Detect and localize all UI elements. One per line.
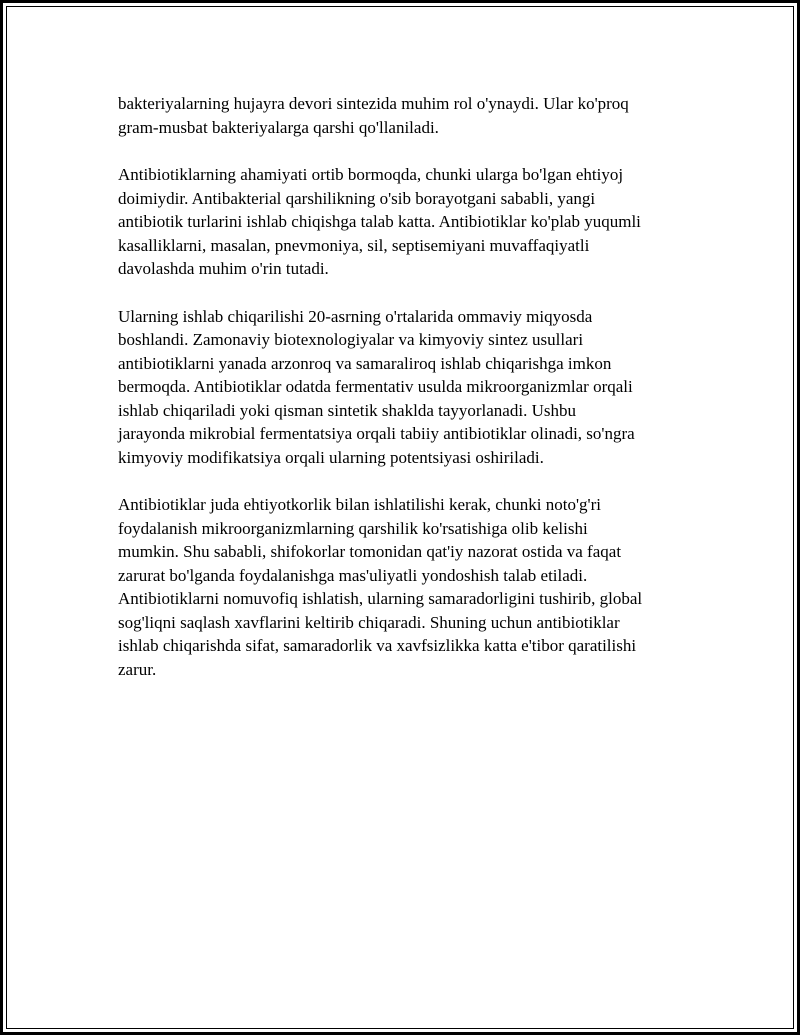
paragraph-line: ishlab chiqarishda sifat, samaradorlik va xavfsizlikka katta e'tibor qaratilishi <box>118 636 637 655</box>
paragraph-line: kasalliklarni, masalan, pnevmoniya, sil, septisemiyani muvaffaqiyatli <box>118 235 590 255</box>
paragraph-line: Antibiotiklar juda ehtiyotkorlik bilan ishlatilishi kerak, chunki noto'g'ri <box>118 495 601 514</box>
paragraph-line: antibiotiklarni yanada arzonroq va samaraliroq ishlab chiqarishga imkon <box>118 353 612 373</box>
paragraph-line: sog'liqni saqlash xavflarini keltirib chiqaradi. Shuning uchun antibiotiklar <box>118 612 620 632</box>
paragraph-3 <box>118 305 698 470</box>
paragraph-4 <box>118 493 698 681</box>
paragraph-line: mumkin. Shu sababli, shifokorlar tomonidan qat'iy nazorat ostida va faqat <box>118 542 622 561</box>
paragraph-line: zarurat bo'lganda foydalanishga mas'uliyatli yondoshish talab etiladi. <box>118 565 588 585</box>
paragraph-line: kimyoviy modifikatsiya orqali ularning potentsiyasi oshiriladi. <box>118 447 544 467</box>
paragraph-line: gram-musbat bakteriyalarga qarshi qo'llaniladi. <box>118 117 439 137</box>
document-body <box>118 92 698 705</box>
paragraph-line: bakteriyalarning hujayra devori sintezida muhim rol o'ynaydi. Ular ko'proq <box>118 94 629 113</box>
paragraph-line: foydalanish mikroorganizmlarning qarshilik ko'rsatishiga olib kelishi <box>118 518 588 538</box>
paragraph-2 <box>118 163 698 281</box>
paragraph-1 <box>118 92 698 139</box>
paragraph-line: ishlab chiqariladi yoki qisman sintetik shaklda tayyorlanadi. Ushbu <box>118 400 576 420</box>
paragraph-line: bermoqda. Antibiotiklar odatda fermentativ usulda mikroorganizmlar orqali <box>118 377 633 396</box>
paragraph-line: zarur. <box>118 659 157 679</box>
paragraph-line: Ularning ishlab chiqarilishi 20-asrning o'rtalarida ommaviy miqyosda <box>118 306 593 326</box>
paragraph-line: Antibiotiklarni nomuvofiq ishlatish, ularning samaradorligini tushirib, global <box>118 589 643 608</box>
paragraph-line: boshlandi. Zamonaviy biotexnologiyalar va kimyoviy sintez usullari <box>118 330 584 349</box>
paragraph-line: jarayonda mikrobial fermentatsiya orqali tabiiy antibiotiklar olinadi, so'ngra <box>118 424 635 443</box>
paragraph-line: antibiotik turlarini ishlab chiqishga talab katta. Antibiotiklar ko'plab yuqumli <box>118 212 641 231</box>
paragraph-line: Antibiotiklarning ahamiyati ortib bormoqda, chunki ularga bo'lgan ehtiyoj <box>118 165 624 184</box>
paragraph-line: davolashda muhim o'rin tutadi. <box>118 259 329 278</box>
paragraph-line: doimiydir. Antibakterial qarshilikning o'sib borayotgani sababli, yangi <box>118 188 596 208</box>
